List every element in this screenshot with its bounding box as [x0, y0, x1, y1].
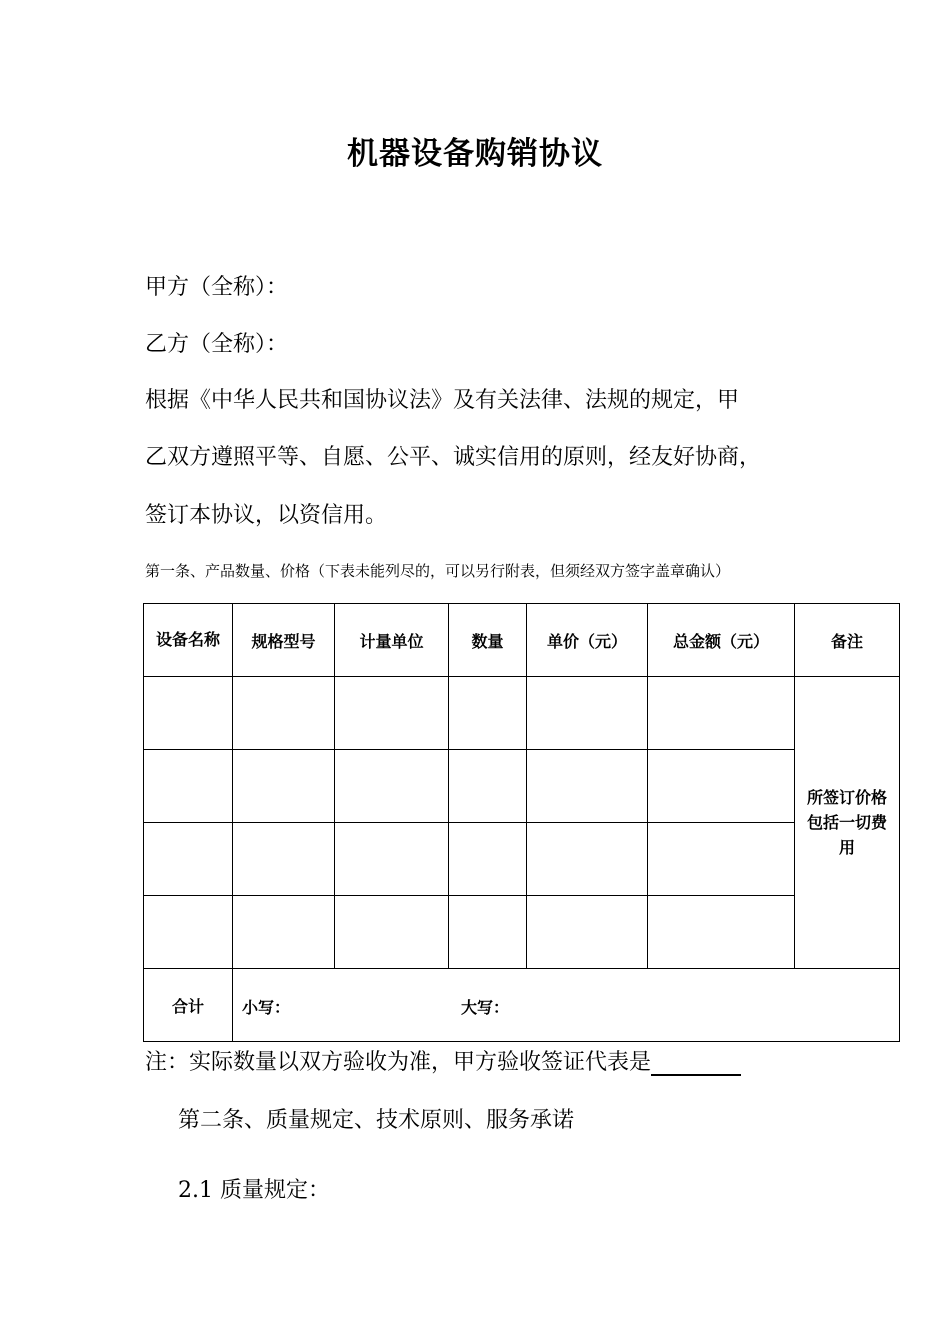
cell-quantity[interactable]: [449, 896, 527, 969]
cell-equipment-name[interactable]: [144, 750, 233, 823]
intro-line-3: 签订本协议，以资信用。: [145, 503, 388, 528]
cell-equipment-name[interactable]: [144, 677, 233, 750]
header-equipment-name: 设备名称: [144, 604, 233, 677]
table-row: [144, 750, 900, 823]
cell-unit[interactable]: [335, 677, 449, 750]
cell-model[interactable]: [233, 896, 335, 969]
product-table: [143, 603, 900, 1042]
header-unit: 计量单位: [335, 604, 449, 677]
big-amount-label: 大写：: [461, 998, 510, 1017]
table-header-row: [144, 604, 900, 677]
total-label: 合计: [144, 969, 233, 1042]
cell-unit-price[interactable]: [527, 750, 648, 823]
article-1-heading: 第一条、产品数量、价格（下表未能列尽的，可以另行附表，但须经双方签字盖章确认）: [145, 562, 731, 580]
cell-total-amount[interactable]: [648, 750, 795, 823]
cell-quantity[interactable]: [449, 677, 527, 750]
cell-total-amount[interactable]: [648, 677, 795, 750]
cell-unit-price[interactable]: [527, 677, 648, 750]
section-2-1-heading: 2.1 质量规定：: [178, 1178, 330, 1203]
signature-blank[interactable]: [651, 1052, 741, 1076]
header-unit-price: 单价（元）: [527, 604, 648, 677]
cell-total-amount[interactable]: [648, 823, 795, 896]
table-total-row: [144, 969, 900, 1042]
party-a-label: 甲方（全称）：: [145, 275, 289, 300]
cell-model[interactable]: [233, 677, 335, 750]
article-2-heading: 第二条、质量规定、技术原则、服务承诺: [178, 1108, 575, 1133]
party-b-label: 乙方（全称）：: [145, 332, 289, 357]
cell-unit-price[interactable]: [527, 896, 648, 969]
note-text: 注：实际数量以双方验收为准，甲方验收签证代表是: [145, 1050, 652, 1075]
small-amount-label: 小写：: [242, 998, 291, 1017]
page-title: 机器设备购销协议: [347, 136, 603, 172]
table-row: [144, 823, 900, 896]
header-remark: 备注: [795, 604, 900, 677]
cell-equipment-name[interactable]: [144, 896, 233, 969]
cell-model[interactable]: [233, 823, 335, 896]
cell-quantity[interactable]: [449, 750, 527, 823]
cell-unit[interactable]: [335, 896, 449, 969]
cell-model[interactable]: [233, 750, 335, 823]
cell-unit[interactable]: [335, 823, 449, 896]
cell-quantity[interactable]: [449, 823, 527, 896]
remark-cell: [795, 677, 900, 969]
intro-line-2: 乙双方遵照平等、自愿、公平、诚实信用的原则，经友好协商，: [145, 445, 762, 470]
intro-line-1: 根据《中华人民共和国协议法》及有关法律、法规的规定，甲: [145, 388, 740, 413]
header-model: 规格型号: [233, 604, 335, 677]
table-row: [144, 677, 900, 750]
cell-unit[interactable]: [335, 750, 449, 823]
total-amount-cell[interactable]: [233, 969, 900, 1042]
header-total-amount: 总金额（元）: [648, 604, 795, 677]
header-quantity: 数量: [449, 604, 527, 677]
cell-unit-price[interactable]: [527, 823, 648, 896]
table-row: [144, 896, 900, 969]
cell-total-amount[interactable]: [648, 896, 795, 969]
remark-text: 所签订价格包括一切费用: [806, 788, 887, 857]
note-line: [145, 1045, 741, 1076]
cell-equipment-name[interactable]: [144, 823, 233, 896]
